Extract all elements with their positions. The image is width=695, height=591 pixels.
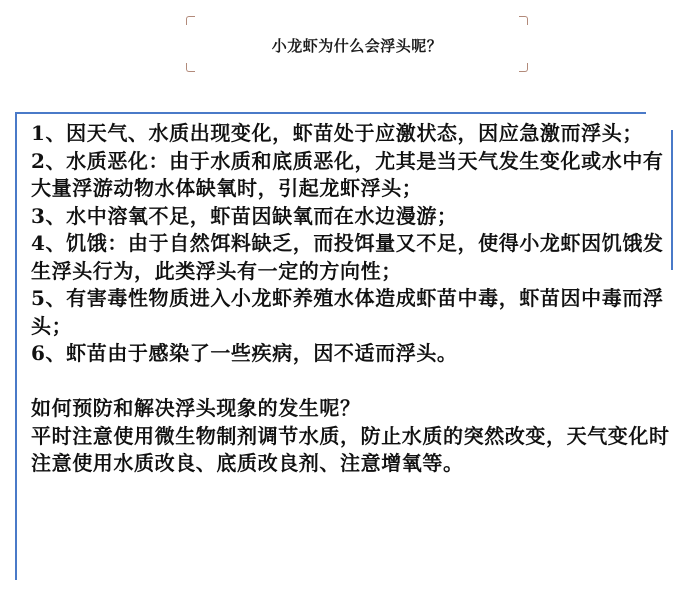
reason-item-2: 2、水质恶化：由于水质和底质恶化，尤其是当天气发生变化或水中有大量浮游动物水体缺氧时，引起龙虾浮头； [31,148,664,200]
reason-item-3: 3、水中溶氧不足，虾苗因缺氧而在水边漫游； [31,203,458,228]
content-top-border [15,112,646,114]
frame-corner-bottom-right [519,63,528,72]
prevention-answer: 平时注意使用微生物制剂调节水质，防止水质的突然改变，天气变化时注意使用水质改良、底质改良剂、注意增氧等。 [31,423,670,475]
title-frame [186,16,528,72]
page-title: 小龙虾为什么会浮头呢？ [271,37,443,55]
reason-item-6: 6、虾苗由于感染了一些疾病，因不适而浮头。 [31,341,458,365]
paragraph-spacer [31,368,671,396]
content-text [31,120,671,478]
reason-item-4: 4、饥饿：由于自然饵料缺乏，而投饵量又不足，使得小龙虾因饥饿发生浮头行为，此类浮头有一定的方向性； [31,231,664,283]
content-left-border [15,112,17,580]
frame-corner-top-right [519,16,528,25]
content-right-border [671,130,673,270]
content-box [15,112,675,580]
prevention-question: 如何预防和解决浮头现象的发生呢？ [31,396,361,420]
frame-corner-bottom-left [186,63,195,72]
reason-item-5: 5、有害毒性物质进入小龙虾养殖水体造成虾苗中毒，虾苗因中毒而浮头； [31,286,664,338]
reason-item-1: 1、因天气、水质出现变化，虾苗处于应激状态，因应急激而浮头； [31,121,643,145]
frame-corner-top-left [186,16,195,25]
